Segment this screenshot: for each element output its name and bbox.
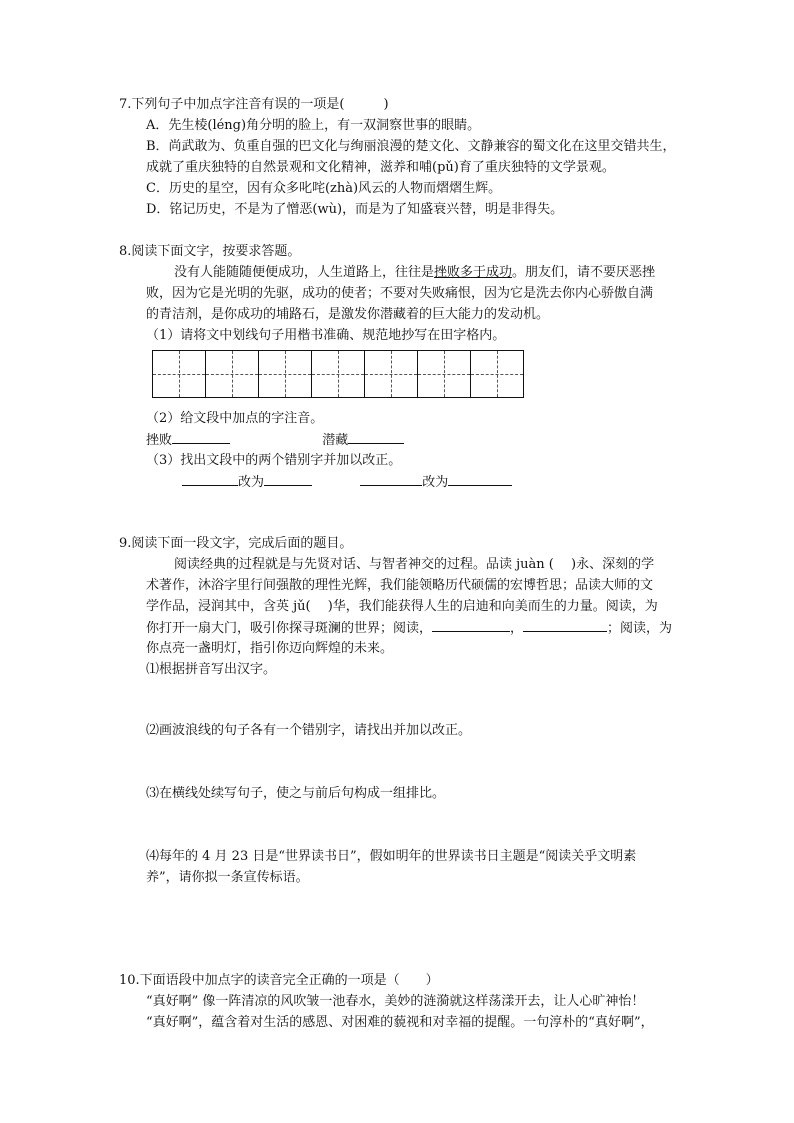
q7-option-c: C．历史的星空，因有众多叱咤(zhà)风云的人物而熠熠生辉。 [146, 181, 502, 196]
wrong-char-blank-1[interactable] [182, 473, 238, 486]
continuation-blank-2[interactable] [523, 619, 607, 632]
q9-passage-line1: 阅读经典的过程就是与先贤对话、与智者神交的过程。品读 juàn ( )永、深刻的学 [174, 557, 655, 572]
q8-word2: 潜藏 [322, 433, 349, 448]
q7-option-d: D．铭记历史，不是为了憎恶(wù)，而是为了知盛衰兴替，明是非得失。 [146, 202, 564, 217]
grid-cell[interactable] [312, 351, 365, 397]
q8-passage-line3: 的青洁剂，是你成功的埔路石，是激发你潜藏着的巨大能力的发动机。 [146, 307, 550, 322]
q9-sub3: ⑶在横线处续写句子，使之与前后句构成一组排比。 [146, 786, 446, 801]
q9-sub2: ⑵画波浪线的句子各有一个错别字，请找出并加以改正。 [146, 723, 472, 738]
q7-option-b-line1: B．尚武敢为、负重自强的巴文化与绚丽浪漫的楚文化、文静兼容的蜀文化在这里交错共生， [146, 139, 676, 154]
grid-cell[interactable] [259, 351, 312, 397]
q7-option-a: A．先生棱(léng)角分明的脸上，有一双洞察世事的眼睛。 [146, 118, 481, 133]
q8-pinyin-row [146, 431, 404, 450]
q7-stem: 7.下列句子中加点字注音有误的一项是( ) [119, 97, 389, 112]
q8-stem: 8.阅读下面文字，按要求答题。 [119, 244, 301, 259]
grid-cell[interactable] [471, 351, 523, 397]
q8-passage-pre: 没有人能随随便便成功，人生道路上，往往是 [174, 265, 435, 280]
right-char-blank-2[interactable] [448, 473, 512, 486]
q10-stem: 10.下面语段中加点字的读音完全正确的一项是（ ） [119, 973, 439, 988]
change-label-2: 改为 [422, 475, 449, 490]
q8-correction-row [182, 473, 512, 492]
q8-passage-post: 。朋友们，请不要厌恶挫 [512, 265, 656, 280]
q8-underlined-sentence: 挫败多于成功 [434, 265, 513, 280]
q8-passage-line2: 败，因为它是光明的先驱，成功的使者；不要对失败痛恨，因为它是洗去你内心骄傲自满 [146, 286, 654, 301]
q9-passage-line2: 术著作，沐浴字里行间强散的理性光辉，我们能领略历代硕儒的宏博哲思；品读大师的文 [146, 578, 654, 593]
grid-cell[interactable] [418, 351, 471, 397]
q8-passage-line1 [174, 264, 655, 282]
grid-cell[interactable] [206, 351, 259, 397]
q8-sub3: （3）找出文段中的两个错别字并加以改正。 [146, 453, 402, 468]
q9-line4-c: ；阅读，为 [607, 621, 673, 636]
q9-passage-line4 [146, 619, 672, 638]
change-label-1: 改为 [238, 475, 265, 490]
pinyin-blank-2[interactable] [348, 431, 404, 444]
q7-option-b-line2: 成就了重庆独特的自然景观和文化精神，滋养和哺(pǔ)育了重庆独特的文学景观。 [146, 160, 615, 175]
q8-sub2: （2）给文段中加点的字注音。 [146, 411, 324, 426]
right-char-blank-1[interactable] [264, 473, 312, 486]
q9-sub4-line1: ⑷每年的 4 月 23 日是“世界读书日”，假如明年的世界读书日主题是“阅读关乎文明素 [146, 849, 637, 864]
tianzige-grid[interactable] [152, 350, 524, 398]
q9-sub4-line2: 养”，请你拟一条宣传标语。 [146, 870, 309, 885]
q10-passage-line1: “真好啊” 像一阵清凉的风吹皱一池春水，美妙的涟漪就这样荡漾开去，让人心旷神怡！ [146, 994, 645, 1009]
wrong-char-blank-2[interactable] [360, 473, 422, 486]
q8-sub1: （1）请将文中划线句子用楷书准确、规范地抄写在田字格内。 [146, 328, 506, 343]
grid-cell[interactable] [365, 351, 418, 397]
q10-passage-line2: “真好啊”，蕴含着对生活的感恩、对困难的藐视和对幸福的提醒。一句淳朴的“真好啊”， [146, 1015, 654, 1030]
q9-line4-a: 你打开一扇大门，吸引你探寻斑澜的世界；阅读， [146, 621, 433, 636]
q8-word1: 挫败 [146, 433, 173, 448]
q9-stem: 9.阅读下面一段文字，完成后面的题目。 [119, 536, 353, 551]
grid-cell[interactable] [153, 351, 206, 397]
pinyin-blank-1[interactable] [172, 431, 230, 444]
q9-sub1: ⑴根据拼音写出汉字。 [146, 662, 277, 677]
q9-passage-line5: 你点亮一盏明灯，指引你迈向辉煌的未来。 [146, 641, 394, 656]
q9-line4-b: ， [510, 621, 524, 636]
continuation-blank-1[interactable] [432, 619, 510, 632]
q9-passage-line3: 学作品，浸润其中，含英 jǔ( )华，我们能获得人生的启迪和向美而生的力量。阅读，为 [146, 599, 658, 614]
